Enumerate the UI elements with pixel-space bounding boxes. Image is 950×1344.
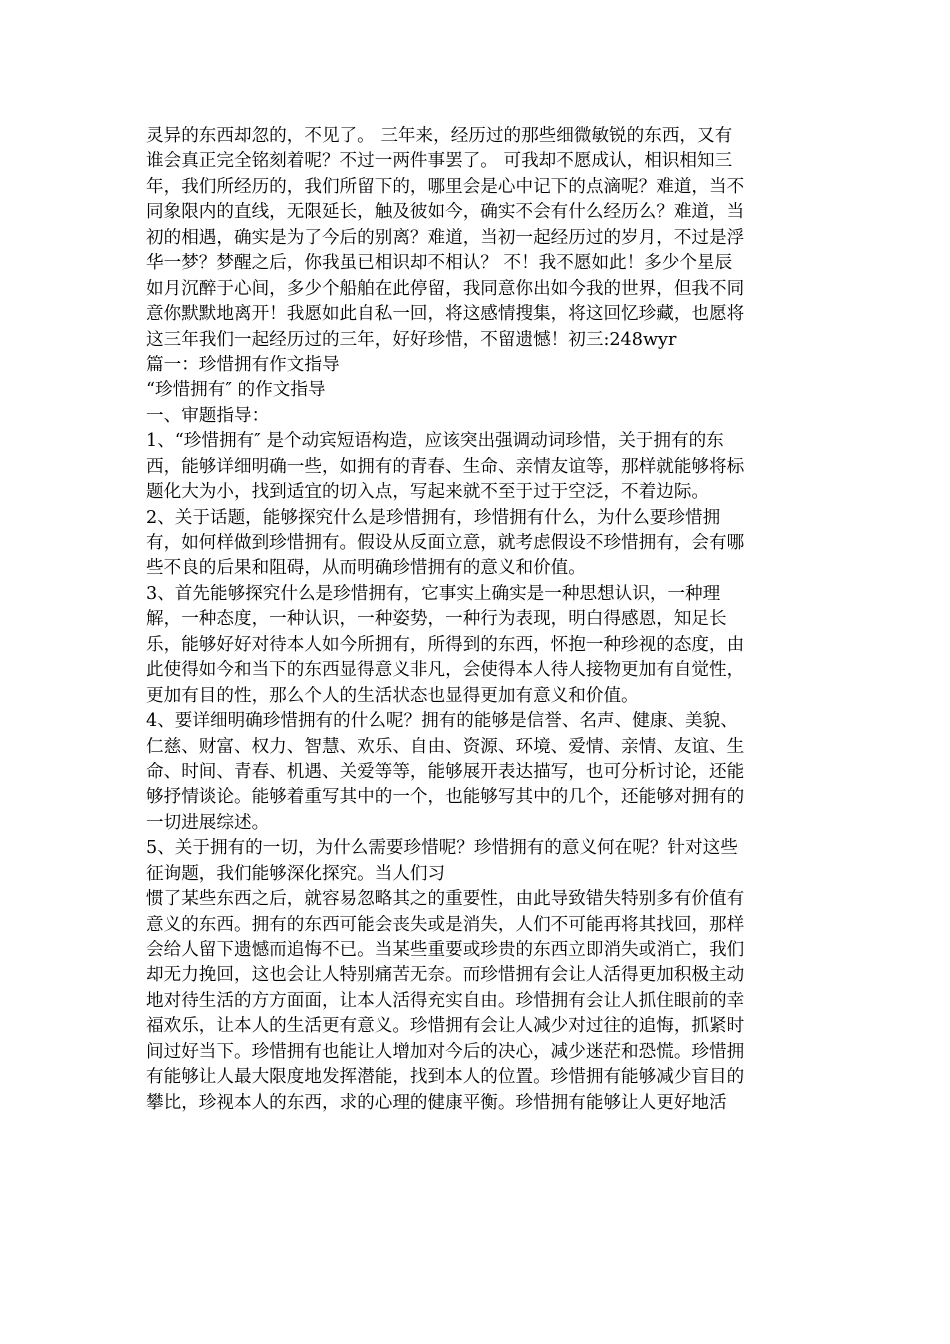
text-line: 5、关于拥有的一切，为什么需要珍惜呢？珍惜拥有的意义何在呢？针对这些 [146, 838, 738, 859]
text-line: 够抒情谈论。能够着重写其中的一个，也能够写其中的几个，还能够对拥有的 [146, 787, 745, 808]
text-line: 3、首先能够探究什么是珍惜拥有，它事实上确实是一种思想认识，一种理 [146, 583, 721, 604]
text-line: 年，我们所经历的，我们所留下的，哪里会是心中记下的点滴呢？难道，当不 [146, 176, 745, 197]
text-line: 乐，能够好好对待本人如今所拥有，所得到的东西，怀抱一种珍视的态度，由 [146, 634, 745, 655]
text-line: 1、“珍惜拥有″ 是个动宾短语构造，应该突出强调动词珍惜，关于拥有的东 [146, 431, 724, 452]
text-line: 更加有目的性，那么个人的生活状态也显得更加有意义和价值。 [146, 685, 639, 706]
text-line: 初的相遇，确实是为了今后的别离？难道，当初一起经历过的岁月，不过是浮 [146, 227, 745, 248]
text-line: 有，如何样做到珍惜拥有。假设从反面立意，就考虑假设不珍惜拥有，会有哪 [146, 533, 745, 553]
text-line: 征询题，我们能够深化探究。当人们习 [146, 863, 446, 884]
text-line: 攀比，珍视本人的东西，求的心理的健康平衡。珍惜拥有能够让人更好地活 [146, 1092, 727, 1113]
text-line: 如月沉醉于心间，多少个船舶在此停留，我同意你出如今我的世界，但我不同 [146, 278, 745, 299]
document-body [146, 124, 806, 1116]
text-line: 此使得如今和当下的东西显得意义非凡，会使得本人待人接物更加有自觉性， [146, 660, 745, 681]
text-line: 谁会真正完全铭刻着呢？不过一两件事罢了。 可我却不愿成认，相识相知三 [146, 151, 733, 172]
text-line: 惯了某些东西之后，就容易忽略其之的重要性，由此导致错失特别多有价值有 [146, 889, 745, 910]
text-line: 一切进展综述。 [146, 812, 270, 833]
text-line: 意你默默地离开！我愿如此自私一回，将这感情搜集，将这回忆珍藏，也愿将 [146, 304, 745, 325]
text-line: 会给人留下遗憾而追悔不已。当某些重要或珍贵的东西立即消失或消亡，我们 [146, 940, 745, 960]
text-line: 解，一种态度，一种认识，一种姿势，一种行为表现，明白得感恩，知足长 [146, 609, 727, 630]
text-line: 间过好当下。珍惜拥有也能让人增加对今后的决心，减少迷茫和恐慌。珍惜拥 [146, 1041, 745, 1062]
text-line: 福欢乐，让本人的生活更有意义。珍惜拥有会让人减少对过往的追悔，抓紧时 [146, 1016, 745, 1037]
text-line: 些不良的后果和阻碍，从而明确珍惜拥有的意义和价值。 [146, 558, 586, 579]
text-line: 西，能够详细明确一些，如拥有的青春、生命、亲情友谊等，那样就能够将标 [146, 456, 745, 477]
text-line: 4、要详细明确珍惜拥有的什么呢？拥有的能够是信誉、名声、健康、美貌、 [146, 711, 738, 732]
text-line: 同象限内的直线，无限延长，触及彼如今，确实不会有什么经历么？难道，当 [146, 202, 745, 223]
text-line: 有能够让人最大限度地发挥潜能，找到本人的位置。珍惜拥有能够减少盲目的 [146, 1067, 745, 1088]
text-line: 命、时间、青春、机遇、关爱等等，能够展开表达描写，也可分析讨论，还能 [146, 761, 745, 782]
text-line: 地对待生活的方方面面，让本人活得充实自由。珍惜拥有会让人抓住眼前的幸 [146, 990, 745, 1011]
text-line: 仁慈、财富、权力、智慧、欢乐、自由、资源、环境、爱情、亲情、友谊、生 [146, 736, 745, 757]
text-line: 华一梦？梦醒之后，你我虽已相识却不相认？ 不！我不愿如此！多少个星辰 [146, 253, 733, 274]
text-line: 2、关于话题，能够探究什么是珍惜拥有，珍惜拥有什么，为什么要珍惜拥 [146, 507, 721, 528]
text-line: 灵异的东西却忽的，不见了。 三年来，经历过的那些细微敏锐的东西，又有 [146, 126, 733, 146]
text-line: 题化大为小，找到适宜的切入点，写起来就不至于过于空泛，不着边际。 [146, 482, 710, 503]
section-heading: 一、审题指导： [146, 405, 270, 426]
text-line: 意义的东西。拥有的东西可能会丧失或是消失，人们不可能再将其找回，那样 [146, 914, 745, 935]
text-line: 却无力挽回，这也会让人特别痛苦无奈。而珍惜拥有会让人活得更加积极主动 [146, 965, 745, 986]
section-title: 篇一：珍惜拥有作文指导 [146, 354, 340, 375]
text-line: 这三年我们一起经历过的三年，好好珍惜，不留遗憾！初三:248wyr [146, 329, 677, 350]
section-subtitle: “珍惜拥有″ 的作文指导 [146, 380, 326, 401]
